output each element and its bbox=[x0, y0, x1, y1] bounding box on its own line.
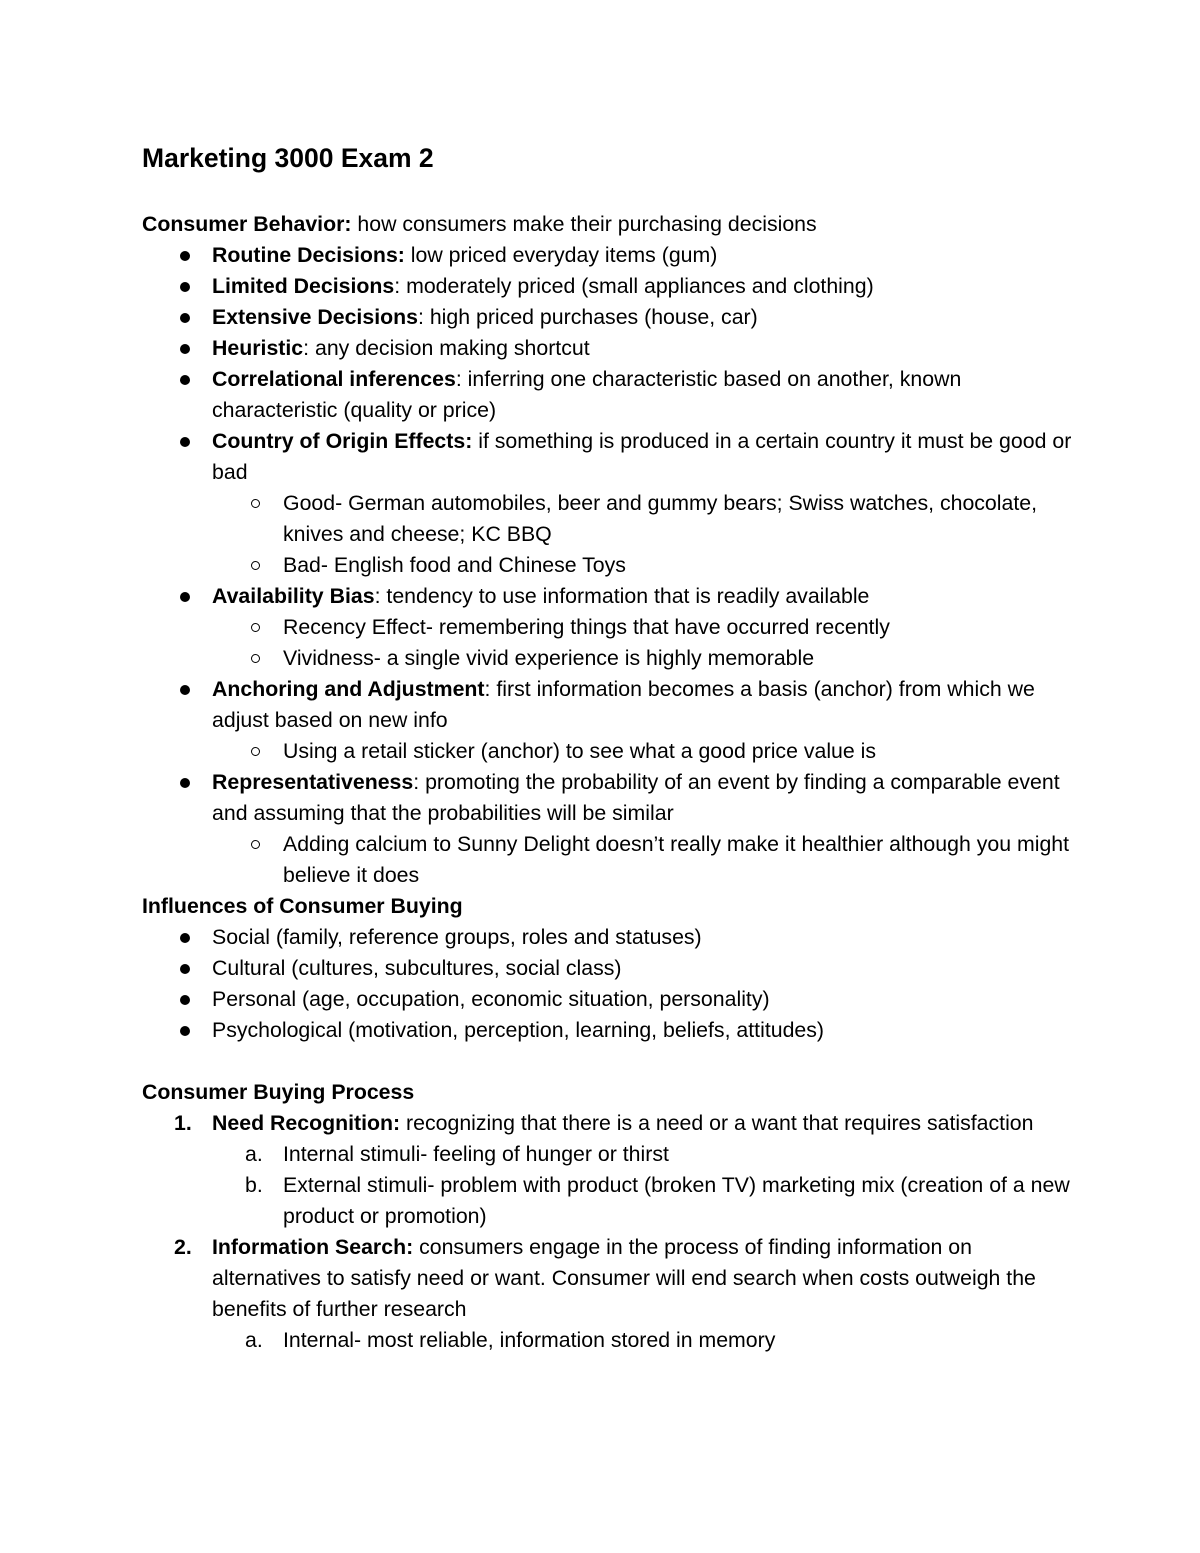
lettered-sub-item bbox=[142, 1325, 1072, 1356]
bullet-icon bbox=[180, 344, 190, 354]
consumer-behavior-definition bbox=[142, 209, 1072, 240]
item-text: : first information becomes a basis (anchor) from which we adjust based on new info bbox=[212, 677, 1035, 732]
item-text: if something is produced in a certain country it must be good or bad bbox=[212, 429, 1072, 484]
term: Routine Decisions: bbox=[212, 243, 405, 267]
sub-list-item bbox=[142, 736, 1072, 767]
definition-text: how consumers make their purchasing decisions bbox=[351, 212, 817, 236]
item-text: : high priced purchases (house, car) bbox=[417, 305, 758, 329]
item-letter: a. bbox=[245, 1328, 263, 1352]
item-text: Cultural (cultures, subcultures, social class) bbox=[212, 956, 622, 980]
item-text: Personal (age, occupation, economic situation, personality) bbox=[212, 987, 770, 1011]
item-text: : inferring one characteristic based on another, known characteristic (quality or price) bbox=[212, 367, 962, 422]
list-item bbox=[142, 1015, 1072, 1046]
term: Extensive Decisions bbox=[212, 305, 418, 329]
list-item bbox=[142, 426, 1072, 488]
bullet-icon bbox=[180, 685, 190, 695]
numbered-item bbox=[142, 1108, 1072, 1139]
sub-item-text: Using a retail sticker (anchor) to see what a good price value is bbox=[283, 739, 877, 763]
section-heading bbox=[142, 891, 1072, 922]
term: Availability Bias bbox=[212, 584, 375, 608]
item-text: : promoting the probability of an event by finding a comparable event and assuming that the probabilities will be similar bbox=[212, 770, 1060, 825]
section-heading bbox=[142, 1077, 1072, 1108]
list-item bbox=[142, 271, 1072, 302]
item-text: recognizing that there is a need or a want that requires satisfaction bbox=[400, 1111, 1034, 1135]
bullet-icon bbox=[180, 251, 190, 261]
item-text: Social (family, reference groups, roles and statuses) bbox=[212, 925, 702, 949]
list-item bbox=[142, 240, 1072, 271]
bullet-icon bbox=[180, 964, 190, 974]
circle-bullet-icon bbox=[251, 561, 260, 570]
list-item bbox=[142, 674, 1072, 736]
bullet-icon bbox=[180, 1026, 190, 1036]
list-item bbox=[142, 984, 1072, 1015]
sub-item-text: Bad- English food and Chinese Toys bbox=[283, 553, 626, 577]
document-content bbox=[142, 138, 1072, 1356]
lettered-sub-item bbox=[142, 1139, 1072, 1170]
bullet-icon bbox=[180, 995, 190, 1005]
influences-list bbox=[142, 922, 1072, 1046]
list-item bbox=[142, 922, 1072, 953]
sub-item-text: Internal stimuli- feeling of hunger or thirst bbox=[283, 1142, 669, 1166]
buying-process-heading: Consumer Buying Process bbox=[142, 1080, 415, 1104]
circle-bullet-icon bbox=[251, 654, 260, 663]
influences-heading: Influences of Consumer Buying bbox=[142, 894, 463, 918]
sub-list-item bbox=[142, 612, 1072, 643]
item-letter: a. bbox=[245, 1142, 263, 1166]
item-text: : any decision making shortcut bbox=[303, 336, 590, 360]
bullet-icon bbox=[180, 778, 190, 788]
list-item bbox=[142, 953, 1072, 984]
item-text: : moderately priced (small appliances and clothing) bbox=[394, 274, 874, 298]
bullet-icon bbox=[180, 592, 190, 602]
term: Representativeness bbox=[212, 770, 414, 794]
numbered-item bbox=[142, 1232, 1072, 1325]
term: Heuristic bbox=[212, 336, 304, 360]
circle-bullet-icon bbox=[251, 499, 260, 508]
lettered-sub-item bbox=[142, 1170, 1072, 1232]
item-number: 2. bbox=[174, 1235, 192, 1259]
bullet-icon bbox=[180, 933, 190, 943]
item-text: Psychological (motivation, perception, learning, beliefs, attitudes) bbox=[212, 1018, 825, 1042]
sub-item-text: Recency Effect- remembering things that have occurred recently bbox=[283, 615, 890, 639]
sub-list-item bbox=[142, 488, 1072, 550]
item-text: : tendency to use information that is readily available bbox=[374, 584, 870, 608]
sub-list-item bbox=[142, 643, 1072, 674]
term: Information Search: bbox=[212, 1235, 414, 1259]
list-item bbox=[142, 302, 1072, 333]
list-item bbox=[142, 767, 1072, 829]
item-number: 1. bbox=[174, 1111, 192, 1135]
term: Consumer Behavior: bbox=[142, 212, 352, 236]
sub-list-item bbox=[142, 829, 1072, 891]
list-item bbox=[142, 581, 1072, 612]
sub-item-text: Vividness- a single vivid experience is highly memorable bbox=[283, 646, 815, 670]
sub-item-text: Adding calcium to Sunny Delight doesn’t really make it healthier although you might believe it does bbox=[283, 832, 1070, 887]
term: Correlational inferences bbox=[212, 367, 456, 391]
buying-process-list bbox=[142, 1108, 1072, 1356]
sub-item-text: Good- German automobiles, beer and gummy bears; Swiss watches, chocolate, knives and cheese; KC BBQ bbox=[283, 491, 1038, 546]
list-item bbox=[142, 333, 1072, 364]
term: Anchoring and Adjustment bbox=[212, 677, 485, 701]
consumer-behavior-list bbox=[142, 240, 1072, 891]
item-text: low priced everyday items (gum) bbox=[404, 243, 718, 267]
sub-list-item bbox=[142, 550, 1072, 581]
sub-item-text: External stimuli- problem with product (broken TV) marketing mix (creation of a new product or promotion) bbox=[283, 1173, 1070, 1228]
term: Country of Origin Effects: bbox=[212, 429, 473, 453]
term: Need Recognition: bbox=[212, 1111, 401, 1135]
item-letter: b. bbox=[245, 1173, 263, 1197]
document-title: Marketing 3000 Exam 2 bbox=[142, 143, 434, 173]
circle-bullet-icon bbox=[251, 840, 260, 849]
bullet-icon bbox=[180, 313, 190, 323]
item-text: consumers engage in the process of finding information on alternatives to satisfy need or want. Consumer will end search when costs outweigh the benefits of further research bbox=[212, 1235, 1036, 1321]
bullet-icon bbox=[180, 282, 190, 292]
term: Limited Decisions bbox=[212, 274, 395, 298]
circle-bullet-icon bbox=[251, 623, 260, 632]
bullet-icon bbox=[180, 437, 190, 447]
bullet-icon bbox=[180, 375, 190, 385]
sub-item-text: Internal- most reliable, information stored in memory bbox=[283, 1328, 776, 1352]
circle-bullet-icon bbox=[251, 747, 260, 756]
blank-line bbox=[142, 1046, 1072, 1077]
list-item bbox=[142, 364, 1072, 426]
